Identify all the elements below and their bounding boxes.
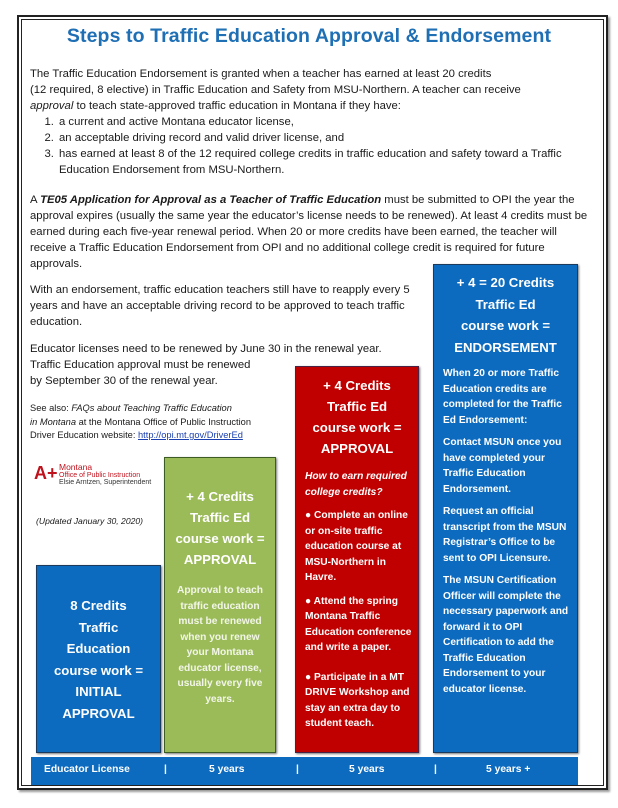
intro-paragraph: The Traffic Education Endorsement is granted when a teacher has earned at least 20 credits (12 required, 8 elective) in Traffic Education and Safety from MSU-Northern. A teacher can receive approval to teach state-approved traffic education in Montana if they have: 1. a current and active Montana educator license, 2. an acceptable driving record and valid driver license, and 3. has earned at least 8 of the 12 required college credits in traffic education and safety toward a Traffic Education Endorsement from MSU-Northern. <box>30 66 590 178</box>
step-approval-2: + 4 Credits Traffic Ed course work = APPROVAL How to earn required college credits? ● Complete an online or on-site traffic education course at MSU-Northern in Havre. ● Attend the spring Montana Traffic Education conference and write a paper. ● Participate in a MT DRIVE Workshop and stay an extra day to student teach. <box>295 366 419 753</box>
timeline-label: 5 years <box>349 764 385 775</box>
step-endorsement: + 4 = 20 Credits Traffic Ed course work = ENDORSEMENT When 20 or more Traffic Education credits are completed for the Traffic Ed Endorsement: Contact MSUN once you have completed your Traffic Education Endorsement. Request an official transcript from the MSUN Registrar’s Office to be sent to OPI Licensure. The MSUN Certification Officer will complete the necessary paperwork and forward it to OPI Certification to add the Traffic Education Endorsement to your educator license. <box>433 264 578 753</box>
driver-ed-link[interactable]: http://opi.mt.gov/DriverEd <box>138 430 243 440</box>
bullet-icon: ● <box>305 671 314 683</box>
credit-option: ● Attend the spring Montana Traffic Education conference and write a paper. <box>305 595 412 653</box>
requirements-list <box>30 114 590 178</box>
requirement-item: 2. an acceptable driving record and valid driver license, and <box>57 130 590 146</box>
form-title: TE05 Application for Approval as a Teacher of Traffic Education <box>40 194 382 206</box>
credit-option: ● Participate in a MT DRIVE Workshop and stay an extra day to student teach. <box>305 671 410 729</box>
approval-term: approval <box>30 100 74 112</box>
opi-logo: A+ Montana Office of Public Instruction Elsie Arntzen, Superintendent <box>34 462 152 486</box>
timeline-label: Educator License <box>44 764 130 775</box>
endorsement-note: With an endorsement, traffic education teachers still have to reapply every 5 years and have an acceptable driving record to be approved to teach traffic education. <box>30 284 410 328</box>
bullet-icon: ● <box>305 510 314 521</box>
timeline-label: 5 years + <box>486 764 531 775</box>
updated-date: (Updated January 30, 2020) <box>36 516 144 526</box>
step-initial-approval: 8 Credits Traffic Education course work = INITIAL APPROVAL <box>36 565 161 753</box>
credit-option: ● Complete an online or on-site traffic education course at MSU-Northern in Havre. <box>305 510 408 583</box>
timeline-separator: | <box>434 764 437 775</box>
timeline-label: 5 years <box>209 764 245 775</box>
page-title: Steps to Traffic Education Approval & Endorsement <box>66 25 552 47</box>
timeline-separator: | <box>296 764 299 775</box>
a-plus-icon: A+ <box>34 463 58 483</box>
renewal-note: Educator licenses need to be renewed by June 30 in the renewal year. Traffic Education approval must be renewed by September 30 of the renewal year. <box>30 343 382 387</box>
bullet-icon: ● <box>305 595 314 607</box>
timeline-separator: | <box>164 764 167 775</box>
credits-question: How to earn required college credits? <box>305 471 407 498</box>
application-paragraph: A TE05 Application for Approval as a Teacher of Traffic Education must be submitted to OPI the year the approval expires (usually the same year the educator’s license needs to be renewed). At least 4 credits must be earned during each five-year renewal period. When 20 or more credits have been earned, the teacher will receive a Traffic Education Endorsement from OPI and no additional college credit is required for future approvals. <box>30 194 588 270</box>
timeline-bar <box>31 757 578 785</box>
requirement-item: 3. has earned at least 8 of the 12 required college credits in traffic education and safety toward a Traffic Education Endorsement from MSU-Northern. <box>57 146 590 178</box>
step-approval-1: + 4 Credits Traffic Ed course work = APPROVAL Approval to teach traffic education must be renewed when you renew your Montana educator license, usually every five years. <box>164 457 276 753</box>
see-also-note: See also: FAQs about Teaching Traffic Education in Montana at the Montana Office of Public Instruction Driver Education website: http://opi.mt.gov/DriverEd <box>30 403 252 440</box>
requirement-item: 1. a current and active Montana educator license, <box>57 114 590 130</box>
